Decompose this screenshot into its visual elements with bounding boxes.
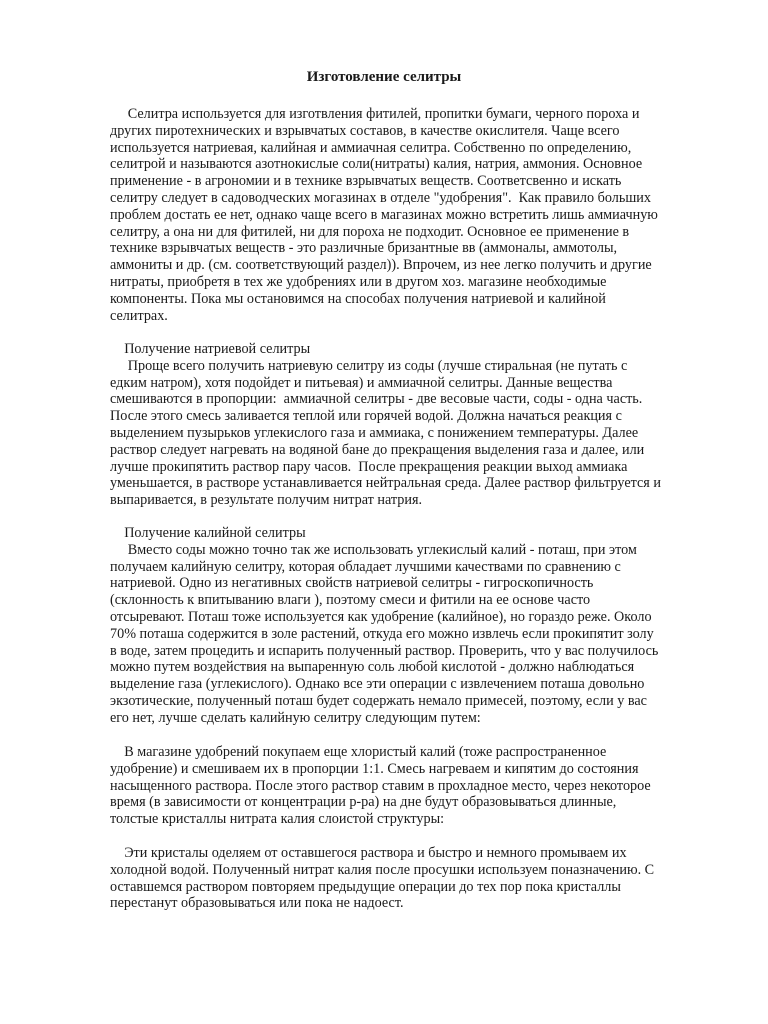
text-line: оставшемся раствором повторяем предыдущие операции до тех пор пока кристаллы [110,878,621,895]
text-line: Селитра используется для изготвления фитилей, пропитки бумаги, черного пороха и [110,106,640,122]
text-line: проблем достать ее нет, однако чаще всего в магазинах можно встретить лишь аммиачную [110,206,658,223]
text-line: выделением пузырьков углекислого газа и аммиака, с понижением температуры. Далее [110,424,639,441]
text-line: натриевой. Одно из негативных свойств натриевой селитры - гигроскопичность [110,575,594,592]
text-line: используется натриевая, калийная и аммиачная селитра. Собственно по определению, [110,139,632,156]
text-line: 70% поташа содержится в золе растений, откуда его можно извлечь если прокипятит золу [110,625,654,642]
text-line: лучше прокипятить раствор пару часов. После прекращения реакции выход аммиака [110,458,628,475]
text-line: раствор следует нагревать на водяной бане до прекращения выделения газа и далее, или [110,441,645,458]
document-title: Изготовление селитры [306,69,462,85]
text-line: удобрение) и смешиваем их в пропорции 1:1. Смесь нагреваем и кипятим до состояния [110,760,639,777]
text-line: компоненты. Пока мы остановимся на способах получения натриевой и калийной [110,290,606,307]
text-line: перестанут образовываться или пока не надоест. [110,895,404,912]
text-line: в воде, затем процедить и испарить полученный раствор. Проверить, что у вас получилось [110,642,659,659]
text-line: холодной водой. Полученный нитрат калия после просушки используем поназначению. С [110,861,655,878]
text-line: селитру, а она ни для фитилей, ни для пороха не подходит. Основное ее применение в [110,223,630,240]
text-line: Эти кристалы оделяем от оставшегося раствора и быстро и немного промываем их [110,845,627,861]
text-line: После этого смесь заливается теплой или горячей водой. Должна начаться реакция с [110,408,622,425]
fertilizer-paragraph [110,744,722,828]
section-natrium-paragraph [110,358,722,509]
text-line: насыщенного раствора. После этого раствор ставим в прохладное место, через некоторое [110,777,651,794]
text-line: аммониты и др. (см. соответствующий раздел)). Впрочем, из нее легко получить и другие [110,257,652,274]
text-line: Проще всего получить натриевую селитру из соды (лучше стиральная (не путать с [110,357,628,374]
text-line: выпаривается, в результате получим нитрат натрия. [110,492,423,509]
text-line: его нет, лучше сделать калийную селитру следующим путем: [110,709,481,726]
text-line: уменьшается, в растворе устанавливается нейтральная среда. Далее раствор фильтруется и [110,475,661,492]
crystals-paragraph [110,845,722,912]
text-line: выделение газа (углекислого). Однако все эти операции с извлечением поташа довольно [110,676,645,693]
text-line: экзотические, полученный поташ будет содержать немало примесей, поэтому, если у вас [110,692,647,709]
text-line: (склонность к впитыванию влаги ), поэтому смеси и фитили на ее основе часто [110,592,591,609]
section-heading-natrium: Получение натриевой селитры [110,341,311,357]
text-line: отсыревают. Поташ тоже используется как удобрение (калийное), но гораздо реже. Около [110,608,652,625]
text-line: едким натром), хотя подойдет и питьевая) и аммиачной селитры. Данные вещества [110,374,613,391]
text-line: применение - в агрономии и в технике взрывчатых веществ. Соответсвенно и искать [110,173,622,190]
text-line: других пиротехнических и взрывчатых составов, в качестве окислителя. Чаще всего [110,122,620,139]
text-line: время (в зависимости от концентрации р-ра) на дне будут образовываться длинные, [110,794,617,811]
section-kalium-paragraph [110,542,722,727]
text-line: Вместо соды можно точно так же использовать углекислый калий - поташ, при этом [110,541,637,558]
text-line: нитраты, приобретя в тех же удобрениях или в другом хоз. магазине необходимые [110,273,607,290]
text-line: можно путем воздействия на выпаренную соль любой кислотой - должно наблюдаться [110,659,635,676]
section-natrium [110,341,722,509]
text-line: селитру следует в садоводческих могазинах в отделе "удобрения". Как правило больших [110,189,651,206]
text-line: получаем калийную селитру, которая обладает лучшими качествами по сравнению с [110,558,621,575]
section-kalium [110,525,722,727]
text-line: селитрах. [110,307,168,324]
intro-paragraph [110,106,722,324]
text-line: толстые кристаллы нитрата калия слоистой структуры: [110,811,445,828]
text-line: смешиваются в пропорции: аммиачной селитры - две весовые части, соды - одна часть. [110,391,643,408]
text-line: селитрой и называются азотнокислые соли(нитраты) калия, натрия, аммония. Основное [110,156,643,173]
text-line: технике взрывчатых веществ - это различные бризантные вв (аммоналы, аммотолы, [110,240,618,257]
text-line: В магазине удобрений покупаем еще хлористый калий (тоже распространенное [110,744,607,760]
section-heading-kalium: Получение калийной селитры [110,525,306,541]
